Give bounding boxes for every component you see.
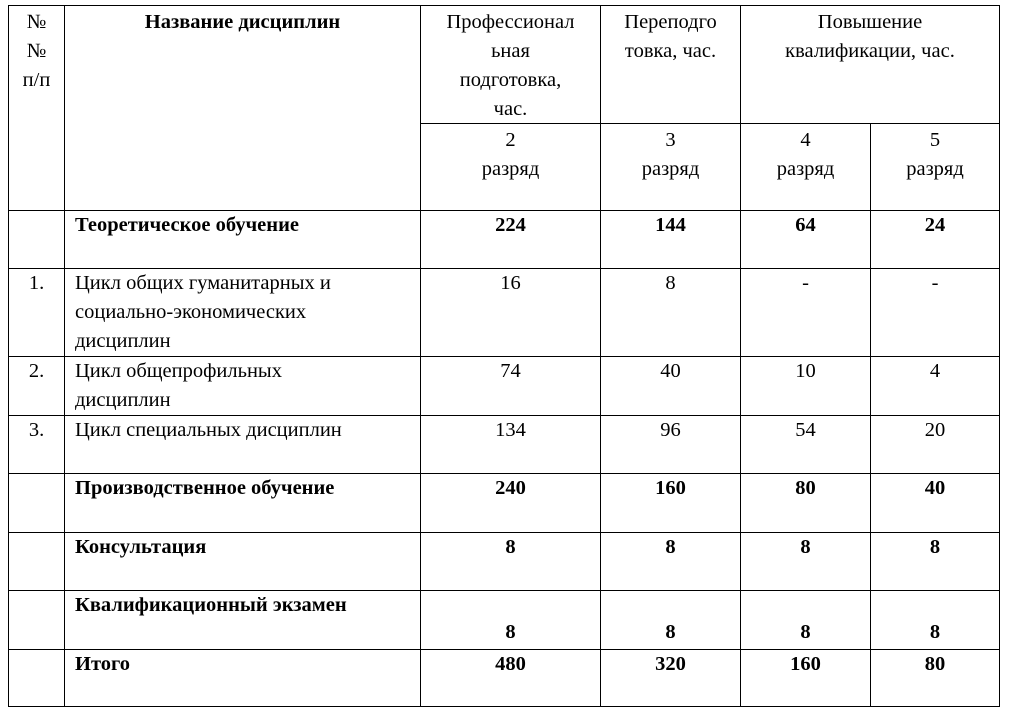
table-row-number — [8, 532, 64, 590]
table-row-name: Консультация — [64, 532, 420, 590]
table-cell-grade-4: - — [740, 268, 870, 356]
table-row-name: Производственное обучение — [64, 473, 420, 532]
table-cell-grade-5: 24 — [870, 210, 1000, 268]
header-professional-training: Профессионал ьная подготовка, час. — [420, 5, 600, 123]
table-cell-grade-4: 8 — [740, 532, 870, 590]
header-retraining: Переподго товка, час. — [600, 5, 740, 123]
table-cell-grade-5: - — [870, 268, 1000, 356]
header-grade-5: 5 разряд — [870, 123, 1000, 210]
header-number: № № п/п — [8, 5, 64, 210]
table-row-number — [8, 473, 64, 532]
table-cell-grade-2: 134 — [420, 415, 600, 473]
table-row-name: Цикл специальных дисциплин — [64, 415, 420, 473]
table-cell-grade-5: 4 — [870, 356, 1000, 415]
table-cell-grade-3: 96 — [600, 415, 740, 473]
table-cell-grade-3: 320 — [600, 649, 740, 707]
table-cell-grade-2: 8 — [420, 532, 600, 590]
table-cell-grade-3: 8 — [600, 532, 740, 590]
table-row-name: Итого — [64, 649, 420, 707]
table-cell-grade-2: 74 — [420, 356, 600, 415]
table-row-number — [8, 649, 64, 707]
table-cell-grade-2: 8 — [505, 621, 516, 643]
table-cell-grade-2-wrap — [420, 590, 600, 649]
header-grade-4: 4 разряд — [740, 123, 870, 210]
header-grade-3: 3 разряд — [600, 123, 740, 210]
table-cell-grade-2: 224 — [420, 210, 600, 268]
table-cell-grade-5: 80 — [870, 649, 1000, 707]
table-row-name: Цикл общих гуманитарных и социально-экономических дисциплин — [64, 268, 420, 356]
table-cell-grade-4: 80 — [740, 473, 870, 532]
header-discipline-name: Название дисциплин — [64, 5, 420, 210]
table-cell-grade-3: 160 — [600, 473, 740, 532]
header-grade-2: 2 разряд — [420, 123, 600, 210]
table-row-number: 1. — [8, 268, 64, 356]
table-cell-grade-5: 40 — [870, 473, 1000, 532]
table-row-number — [8, 210, 64, 268]
table-cell-grade-5: 8 — [870, 532, 1000, 590]
table-cell-grade-4: 160 — [740, 649, 870, 707]
table-row-number — [8, 590, 64, 649]
table-row-number: 3. — [8, 415, 64, 473]
table-cell-grade-3: 8 — [600, 268, 740, 356]
table-cell-grade-4: 64 — [740, 210, 870, 268]
table-cell-grade-2: 480 — [420, 649, 600, 707]
table-cell-grade-5-wrap — [870, 590, 1000, 649]
table-cell-grade-4: 10 — [740, 356, 870, 415]
table-cell-grade-3: 40 — [600, 356, 740, 415]
table-row-name: Теоретическое обучение — [64, 210, 420, 268]
table-cell-grade-4-wrap — [740, 590, 870, 649]
table-cell-grade-5: 8 — [929, 621, 941, 643]
table-cell-grade-4: 54 — [740, 415, 870, 473]
header-qualification: Повышение квалификации, час. — [740, 5, 1000, 123]
table-row-name: Квалификационный экзамен — [64, 590, 420, 649]
table-cell-grade-3: 8 — [665, 621, 676, 643]
table-cell-grade-2: 240 — [420, 473, 600, 532]
table-cell-grade-4: 8 — [800, 621, 811, 643]
table-cell-grade-2: 16 — [420, 268, 600, 356]
table-cell-grade-3: 144 — [600, 210, 740, 268]
table-row-name: Цикл общепрофильных дисциплин — [64, 356, 420, 415]
table-row-number: 2. — [8, 356, 64, 415]
table-cell-grade-5: 20 — [870, 415, 1000, 473]
table-cell-grade-3-wrap — [600, 590, 740, 649]
